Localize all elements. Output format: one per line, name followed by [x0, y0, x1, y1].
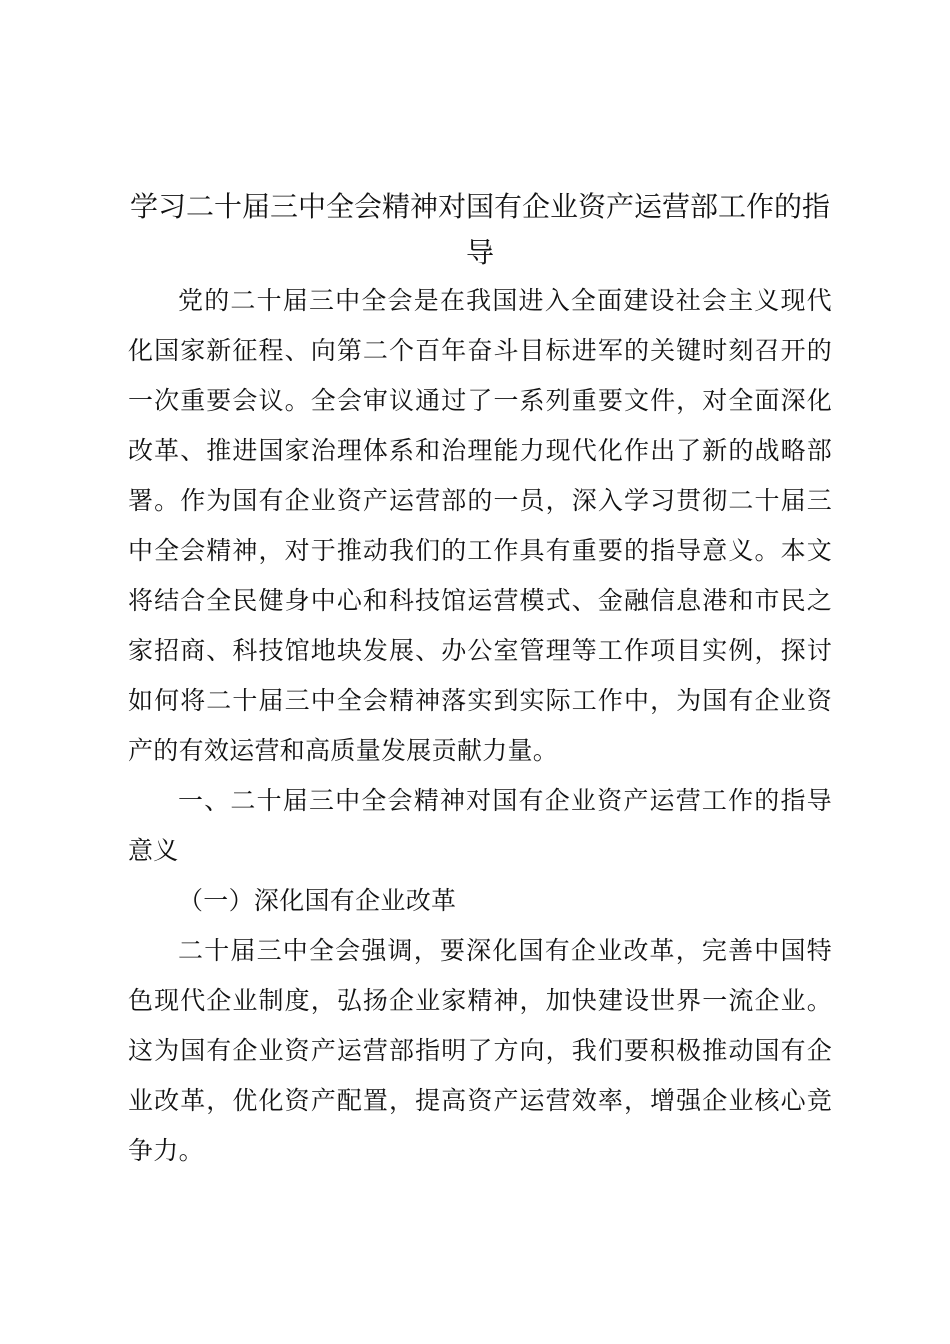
document-title: 学习二十届三中全会精神对国有企业资产运营部工作的指导 [129, 190, 830, 269]
subsection-heading: （一）深化国有企业改革 [178, 886, 457, 915]
subsection-paragraph: 二十届三中全会强调，要深化国有企业改革，完善中国特色现代企业制度，弘扬企业家精神，加快建设世界一流企业。这为国有企业资产运营部指明了方向，我们要积极推动国有企业改革，优化资产配置，提高资产运营效率，增强企业核心竞争力。 [128, 936, 832, 1165]
intro-paragraph: 党的二十届三中全会是在我国进入全面建设社会主义现代化国家新征程、向第二个百年奋斗目标进军的关键时刻召开的一次重要会议。全会审议通过了一系列重要文件，对全面深化改革、推进国家治理体系和治理能力现代化作出了新的战略部署。作为国有企业资产运营部的一员，深入学习贯彻二十届三中全会精神，对于推动我们的工作具有重要的指导意义。本文将结合全民健身中心和科技馆运营模式、金融信息港和市民之家招商、科技馆地块发展、办公室管理等工作项目实例，探讨如何将二十届三中全会精神落实到实际工作中，为国有企业资产的有效运营和高质量发展贡献力量。 [128, 286, 832, 765]
section-heading: 一、二十届三中全会精神对国有企业资产运营工作的指导意义 [128, 786, 832, 865]
document-body [128, 184, 832, 1176]
